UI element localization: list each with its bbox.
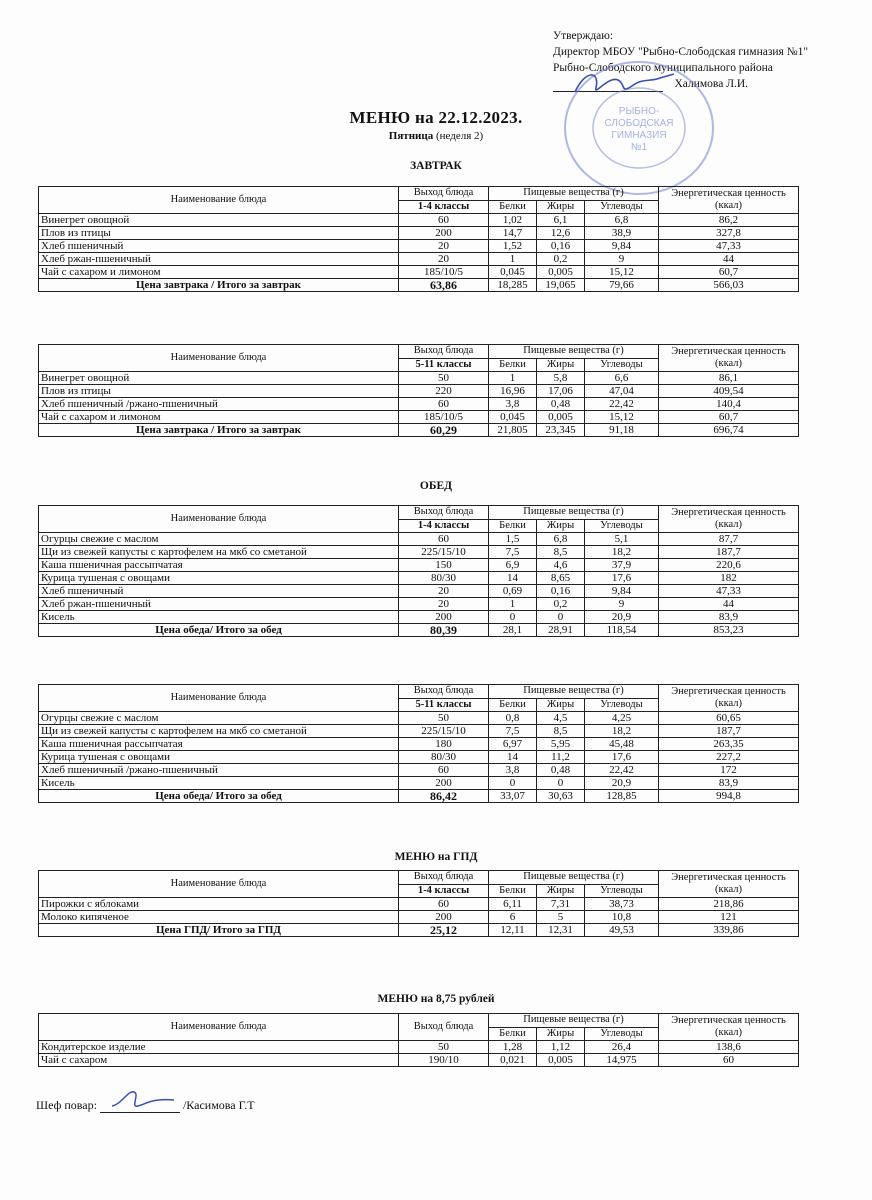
menu-header xyxy=(0,108,872,142)
table-row xyxy=(39,911,799,924)
table-row xyxy=(39,559,799,572)
energy-value: 60,7 xyxy=(659,266,799,279)
column-energy-header: Энергетическая ценность (ккал) xyxy=(659,685,799,712)
class-group-label: 1-4 классы xyxy=(399,884,489,898)
table-row xyxy=(39,240,799,253)
dish-name: Чай с сахаром и лимоном xyxy=(39,411,399,424)
energy-value: 87,7 xyxy=(659,533,799,546)
column-energy-header: Энергетическая ценность (ккал) xyxy=(659,1014,799,1041)
table-row xyxy=(39,1041,799,1054)
header-row xyxy=(39,871,799,885)
portion-value: 60 xyxy=(399,398,489,411)
fats-value: 8,5 xyxy=(537,725,585,738)
fats-value: 0,2 xyxy=(537,253,585,266)
portion-value: 200 xyxy=(399,911,489,924)
energy-value: 44 xyxy=(659,598,799,611)
page-subtitle xyxy=(0,130,872,142)
total-label: Цена ГПД/ Итого за ГПД xyxy=(39,924,399,937)
table-row xyxy=(39,266,799,279)
table-row xyxy=(39,546,799,559)
section-menu-875: МЕНЮ на 8,75 рублей xyxy=(377,993,495,1005)
class-group-label: 5-11 классы xyxy=(399,358,489,372)
total-price: 25,12 xyxy=(399,924,489,937)
column-name-header: Наименование блюда xyxy=(39,871,399,898)
fats-value: 0,005 xyxy=(537,266,585,279)
column-fats-header: Жиры xyxy=(537,698,585,712)
fats-value: 0,2 xyxy=(537,598,585,611)
carbs-value: 6,6 xyxy=(585,372,659,385)
column-nutrients-header: Пищевые вещества (г) xyxy=(489,1014,659,1028)
table-row xyxy=(39,712,799,725)
column-proteins-header: Белки xyxy=(489,884,537,898)
dish-name: Хлеб пшеничный xyxy=(39,585,399,598)
column-proteins-header: Белки xyxy=(489,698,537,712)
proteins-value: 6,11 xyxy=(489,898,537,911)
carbs-value: 38,9 xyxy=(585,227,659,240)
column-portion-header: Выход блюда xyxy=(399,187,489,201)
table-row xyxy=(39,1054,799,1067)
proteins-value: 7,5 xyxy=(489,725,537,738)
carbs-value: 14,975 xyxy=(585,1054,659,1067)
dish-name: Кисель xyxy=(39,777,399,790)
table-row xyxy=(39,214,799,227)
class-group-label: 1-4 классы xyxy=(399,200,489,214)
column-name-header: Наименование блюда xyxy=(39,685,399,712)
approval-line-3: Рыбно-Слободского муниципального района xyxy=(553,62,773,74)
total-row xyxy=(39,924,799,937)
proteins-value: 16,96 xyxy=(489,385,537,398)
table-row xyxy=(39,751,799,764)
column-energy-header: Энергетическая ценность (ккал) xyxy=(659,871,799,898)
fats-value: 5,95 xyxy=(537,738,585,751)
approval-line-1: Утверждаю: xyxy=(553,30,614,42)
carbs-value: 15,12 xyxy=(585,411,659,424)
carbs-value: 5,1 xyxy=(585,533,659,546)
dish-name: Винегрет овощной xyxy=(39,214,399,227)
total-row xyxy=(39,424,799,437)
table-menu-875 xyxy=(38,1013,799,1067)
total-proteins: 12,11 xyxy=(489,924,537,937)
column-name-header: Наименование блюда xyxy=(39,1014,399,1041)
portion-value: 185/10/5 xyxy=(399,266,489,279)
dish-name: Плов из птицы xyxy=(39,227,399,240)
carbs-value: 20,9 xyxy=(585,777,659,790)
portion-value: 50 xyxy=(399,712,489,725)
carbs-value: 20,9 xyxy=(585,611,659,624)
portion-value: 180 xyxy=(399,738,489,751)
table-row xyxy=(39,227,799,240)
proteins-value: 14 xyxy=(489,572,537,585)
fats-value: 4,5 xyxy=(537,712,585,725)
table-row xyxy=(39,253,799,266)
svg-text:ГИМНАЗИЯ: ГИМНАЗИЯ xyxy=(611,130,667,141)
column-nutrients-header: Пищевые вещества (г) xyxy=(489,506,659,520)
total-energy: 994,8 xyxy=(659,790,799,803)
fats-value: 0,48 xyxy=(537,764,585,777)
fats-value: 0 xyxy=(537,611,585,624)
total-row xyxy=(39,624,799,637)
table-row xyxy=(39,585,799,598)
fats-value: 1,12 xyxy=(537,1041,585,1054)
dish-name: Хлеб ржан-пшеничный xyxy=(39,598,399,611)
carbs-value: 9,84 xyxy=(585,240,659,253)
column-proteins-header: Белки xyxy=(489,358,537,372)
proteins-value: 1,02 xyxy=(489,214,537,227)
portion-value: 190/10 xyxy=(399,1054,489,1067)
portion-value: 60 xyxy=(399,533,489,546)
dish-name: Курица тушеная с овощами xyxy=(39,751,399,764)
energy-value: 187,7 xyxy=(659,725,799,738)
total-proteins: 21,805 xyxy=(489,424,537,437)
table-row xyxy=(39,598,799,611)
energy-value: 47,33 xyxy=(659,585,799,598)
total-energy: 339,86 xyxy=(659,924,799,937)
total-fats: 28,91 xyxy=(537,624,585,637)
energy-value: 47,33 xyxy=(659,240,799,253)
proteins-value: 14 xyxy=(489,751,537,764)
energy-value: 86,2 xyxy=(659,214,799,227)
table-lunch-1-4 xyxy=(38,505,799,637)
dish-name: Хлеб ржан-пшеничный xyxy=(39,253,399,266)
carbs-value: 6,8 xyxy=(585,214,659,227)
portion-value: 60 xyxy=(399,214,489,227)
table-lunch-5-11 xyxy=(38,684,799,803)
column-portion-header: Выход блюда xyxy=(399,871,489,885)
portion-value: 200 xyxy=(399,611,489,624)
proteins-value: 0 xyxy=(489,777,537,790)
dish-name: Хлеб пшеничный xyxy=(39,240,399,253)
proteins-value: 1,5 xyxy=(489,533,537,546)
column-name-header: Наименование блюда xyxy=(39,506,399,533)
carbs-value: 18,2 xyxy=(585,725,659,738)
column-fats-header: Жиры xyxy=(537,1027,585,1041)
column-energy-header: Энергетическая ценность (ккал) xyxy=(659,506,799,533)
total-price: 63,86 xyxy=(399,279,489,292)
carbs-value: 38,73 xyxy=(585,898,659,911)
energy-value: 227,2 xyxy=(659,751,799,764)
total-label: Цена завтрака / Итого за завтрак xyxy=(39,279,399,292)
total-fats: 12,31 xyxy=(537,924,585,937)
energy-value: 182 xyxy=(659,572,799,585)
fats-value: 4,6 xyxy=(537,559,585,572)
chef-label: Шеф повар: xyxy=(36,1098,97,1112)
section-gpd: МЕНЮ на ГПД xyxy=(394,851,478,863)
section-breakfast: ЗАВТРАК xyxy=(410,160,462,172)
column-proteins-header: Белки xyxy=(489,519,537,533)
proteins-value: 3,8 xyxy=(489,398,537,411)
total-row xyxy=(39,279,799,292)
column-nutrients-header: Пищевые вещества (г) xyxy=(489,345,659,359)
energy-value: 187,7 xyxy=(659,546,799,559)
total-proteins: 33,07 xyxy=(489,790,537,803)
total-price: 80,39 xyxy=(399,624,489,637)
table-row xyxy=(39,372,799,385)
header-row xyxy=(39,685,799,699)
total-fats: 19,065 xyxy=(537,279,585,292)
fats-value: 0,005 xyxy=(537,411,585,424)
portion-value: 20 xyxy=(399,253,489,266)
table-row xyxy=(39,385,799,398)
carbs-value: 15,12 xyxy=(585,266,659,279)
dish-name: Хлеб пшеничный /ржано-пшеничный xyxy=(39,398,399,411)
proteins-value: 0,021 xyxy=(489,1054,537,1067)
dish-name: Молоко кипяченое xyxy=(39,911,399,924)
energy-value: 138,6 xyxy=(659,1041,799,1054)
column-proteins-header: Белки xyxy=(489,200,537,214)
portion-value: 80/30 xyxy=(399,751,489,764)
energy-value: 409,54 xyxy=(659,385,799,398)
table-row xyxy=(39,898,799,911)
total-price: 60,29 xyxy=(399,424,489,437)
proteins-value: 1 xyxy=(489,598,537,611)
table-row xyxy=(39,572,799,585)
carbs-value: 18,2 xyxy=(585,546,659,559)
portion-value: 20 xyxy=(399,585,489,598)
director-signature xyxy=(570,66,680,100)
dish-name: Каша пшеничная рассыпчатая xyxy=(39,738,399,751)
column-carbs-header: Углеводы xyxy=(585,358,659,372)
fats-value: 5 xyxy=(537,911,585,924)
table-gpd xyxy=(38,870,799,937)
energy-value: 218,86 xyxy=(659,898,799,911)
proteins-value: 0,69 xyxy=(489,585,537,598)
carbs-value: 22,42 xyxy=(585,764,659,777)
chef-name: /Касимова Г.Т xyxy=(182,1098,255,1112)
total-carbs: 128,85 xyxy=(585,790,659,803)
class-group-label: 5-11 классы xyxy=(399,698,489,712)
header-row xyxy=(39,506,799,520)
portion-value: 150 xyxy=(399,559,489,572)
total-energy: 696,74 xyxy=(659,424,799,437)
total-energy: 853,23 xyxy=(659,624,799,637)
energy-value: 327,8 xyxy=(659,227,799,240)
column-carbs-header: Углеводы xyxy=(585,884,659,898)
section-lunch: ОБЕД xyxy=(419,480,453,492)
column-fats-header: Жиры xyxy=(537,358,585,372)
total-label: Цена обеда/ Итого за обед xyxy=(39,624,399,637)
fats-value: 0,005 xyxy=(537,1054,585,1067)
energy-value: 140,4 xyxy=(659,398,799,411)
column-fats-header: Жиры xyxy=(537,519,585,533)
portion-value: 225/15/10 xyxy=(399,546,489,559)
proteins-value: 7,5 xyxy=(489,546,537,559)
column-carbs-header: Углеводы xyxy=(585,1027,659,1041)
portion-value: 185/10/5 xyxy=(399,411,489,424)
carbs-value: 9 xyxy=(585,253,659,266)
portion-value: 200 xyxy=(399,227,489,240)
carbs-value: 10,8 xyxy=(585,911,659,924)
carbs-value: 4,25 xyxy=(585,712,659,725)
portion-value: 20 xyxy=(399,240,489,253)
dish-name: Щи из свежей капусты с картофелем на мкб со сметаной xyxy=(39,725,399,738)
total-label: Цена завтрака / Итого за завтрак xyxy=(39,424,399,437)
approval-line-2: Директор МБОУ "Рыбно-Слободская гимназия №1" xyxy=(553,46,809,58)
dish-name: Чай с сахаром и лимоном xyxy=(39,266,399,279)
portion-value: 225/15/10 xyxy=(399,725,489,738)
table-row xyxy=(39,611,799,624)
carbs-value: 26,4 xyxy=(585,1041,659,1054)
column-fats-header: Жиры xyxy=(537,200,585,214)
fats-value: 7,31 xyxy=(537,898,585,911)
total-carbs: 91,18 xyxy=(585,424,659,437)
column-portion-header: Выход блюда xyxy=(399,345,489,359)
proteins-value: 6,97 xyxy=(489,738,537,751)
total-proteins: 28,1 xyxy=(489,624,537,637)
total-carbs: 118,54 xyxy=(585,624,659,637)
portion-value: 200 xyxy=(399,777,489,790)
carbs-value: 22,42 xyxy=(585,398,659,411)
table-row xyxy=(39,533,799,546)
table-row xyxy=(39,764,799,777)
fats-value: 6,1 xyxy=(537,214,585,227)
portion-value: 50 xyxy=(399,372,489,385)
fats-value: 5,8 xyxy=(537,372,585,385)
column-carbs-header: Углеводы xyxy=(585,519,659,533)
dish-name: Кондитерское изделие xyxy=(39,1041,399,1054)
carbs-value: 45,48 xyxy=(585,738,659,751)
total-row xyxy=(39,790,799,803)
portion-value: 220 xyxy=(399,385,489,398)
energy-value: 60,7 xyxy=(659,411,799,424)
dish-name: Пирожки с яблоками xyxy=(39,898,399,911)
fats-value: 11,2 xyxy=(537,751,585,764)
svg-text:СЛОБОДСКАЯ: СЛОБОДСКАЯ xyxy=(604,118,674,129)
energy-value: 44 xyxy=(659,253,799,266)
column-carbs-header: Углеводы xyxy=(585,698,659,712)
table-row xyxy=(39,738,799,751)
energy-value: 121 xyxy=(659,911,799,924)
chef-signature xyxy=(108,1086,178,1112)
carbs-value: 17,6 xyxy=(585,572,659,585)
carbs-value: 37,9 xyxy=(585,559,659,572)
column-energy-header: Энергетическая ценность (ккал) xyxy=(659,345,799,372)
energy-value: 263,35 xyxy=(659,738,799,751)
portion-value: 50 xyxy=(399,1041,489,1054)
fats-value: 12,6 xyxy=(537,227,585,240)
class-group-label: 1-4 классы xyxy=(399,519,489,533)
table-breakfast-5-11 xyxy=(38,344,799,437)
proteins-value: 6 xyxy=(489,911,537,924)
header-row xyxy=(39,187,799,201)
fats-value: 0,16 xyxy=(537,240,585,253)
total-label: Цена обеда/ Итого за обед xyxy=(39,790,399,803)
dish-name: Плов из птицы xyxy=(39,385,399,398)
dish-name: Курица тушеная с овощами xyxy=(39,572,399,585)
table-row xyxy=(39,398,799,411)
column-proteins-header: Белки xyxy=(489,1027,537,1041)
svg-text:РЫБНО-: РЫБНО- xyxy=(618,106,660,117)
dish-name: Хлеб пшеничный /ржано-пшеничный xyxy=(39,764,399,777)
total-fats: 30,63 xyxy=(537,790,585,803)
column-carbs-header: Углеводы xyxy=(585,200,659,214)
fats-value: 17,06 xyxy=(537,385,585,398)
header-row xyxy=(39,345,799,359)
carbs-value: 47,04 xyxy=(585,385,659,398)
column-nutrients-header: Пищевые вещества (г) xyxy=(489,685,659,699)
total-carbs: 79,66 xyxy=(585,279,659,292)
proteins-value: 1 xyxy=(489,372,537,385)
energy-value: 60 xyxy=(659,1054,799,1067)
portion-value: 20 xyxy=(399,598,489,611)
dish-name: Кисель xyxy=(39,611,399,624)
dish-name: Винегрет овощной xyxy=(39,372,399,385)
column-portion-header: Выход блюда xyxy=(399,1014,489,1041)
column-energy-header: Энергетическая ценность (ккал) xyxy=(659,187,799,214)
week-number: (неделя 2) xyxy=(433,130,484,142)
fats-value: 6,8 xyxy=(537,533,585,546)
fats-value: 8,65 xyxy=(537,572,585,585)
column-name-header: Наименование блюда xyxy=(39,187,399,214)
column-fats-header: Жиры xyxy=(537,884,585,898)
total-proteins: 18,285 xyxy=(489,279,537,292)
total-fats: 23,345 xyxy=(537,424,585,437)
page-title: МЕНЮ на 22.12.2023. xyxy=(349,108,523,127)
total-energy: 566,03 xyxy=(659,279,799,292)
energy-value: 83,9 xyxy=(659,611,799,624)
proteins-value: 0,045 xyxy=(489,411,537,424)
dish-name: Огурцы свежие с маслом xyxy=(39,712,399,725)
column-portion-header: Выход блюда xyxy=(399,685,489,699)
portion-value: 60 xyxy=(399,898,489,911)
table-row xyxy=(39,725,799,738)
proteins-value: 0 xyxy=(489,611,537,624)
proteins-value: 1 xyxy=(489,253,537,266)
energy-value: 86,1 xyxy=(659,372,799,385)
table-row xyxy=(39,411,799,424)
energy-value: 60,65 xyxy=(659,712,799,725)
energy-value: 220,6 xyxy=(659,559,799,572)
proteins-value: 0,045 xyxy=(489,266,537,279)
proteins-value: 6,9 xyxy=(489,559,537,572)
director-name: Халимова Л.И. xyxy=(674,78,749,90)
dish-name: Огурцы свежие с маслом xyxy=(39,533,399,546)
carbs-value: 9,84 xyxy=(585,585,659,598)
carbs-value: 17,6 xyxy=(585,751,659,764)
portion-value: 60 xyxy=(399,764,489,777)
column-nutrients-header: Пищевые вещества (г) xyxy=(489,871,659,885)
table-breakfast-1-4 xyxy=(38,186,799,292)
header-row xyxy=(39,1014,799,1028)
proteins-value: 14,7 xyxy=(489,227,537,240)
column-portion-header: Выход блюда xyxy=(399,506,489,520)
column-nutrients-header: Пищевые вещества (г) xyxy=(489,187,659,201)
proteins-value: 1,52 xyxy=(489,240,537,253)
total-price: 86,42 xyxy=(399,790,489,803)
proteins-value: 3,8 xyxy=(489,764,537,777)
weekday: Пятница xyxy=(388,130,434,142)
column-name-header: Наименование блюда xyxy=(39,345,399,372)
energy-value: 172 xyxy=(659,764,799,777)
dish-name: Каша пшеничная рассыпчатая xyxy=(39,559,399,572)
total-carbs: 49,53 xyxy=(585,924,659,937)
fats-value: 8,5 xyxy=(537,546,585,559)
portion-value: 80/30 xyxy=(399,572,489,585)
proteins-value: 1,28 xyxy=(489,1041,537,1054)
energy-value: 83,9 xyxy=(659,777,799,790)
proteins-value: 0,8 xyxy=(489,712,537,725)
svg-text:№1: №1 xyxy=(630,142,648,153)
dish-name: Щи из свежей капусты с картофелем на мкб со сметаной xyxy=(39,546,399,559)
fats-value: 0,16 xyxy=(537,585,585,598)
carbs-value: 9 xyxy=(585,598,659,611)
table-row xyxy=(39,777,799,790)
fats-value: 0,48 xyxy=(537,398,585,411)
dish-name: Чай с сахаром xyxy=(39,1054,399,1067)
fats-value: 0 xyxy=(537,777,585,790)
